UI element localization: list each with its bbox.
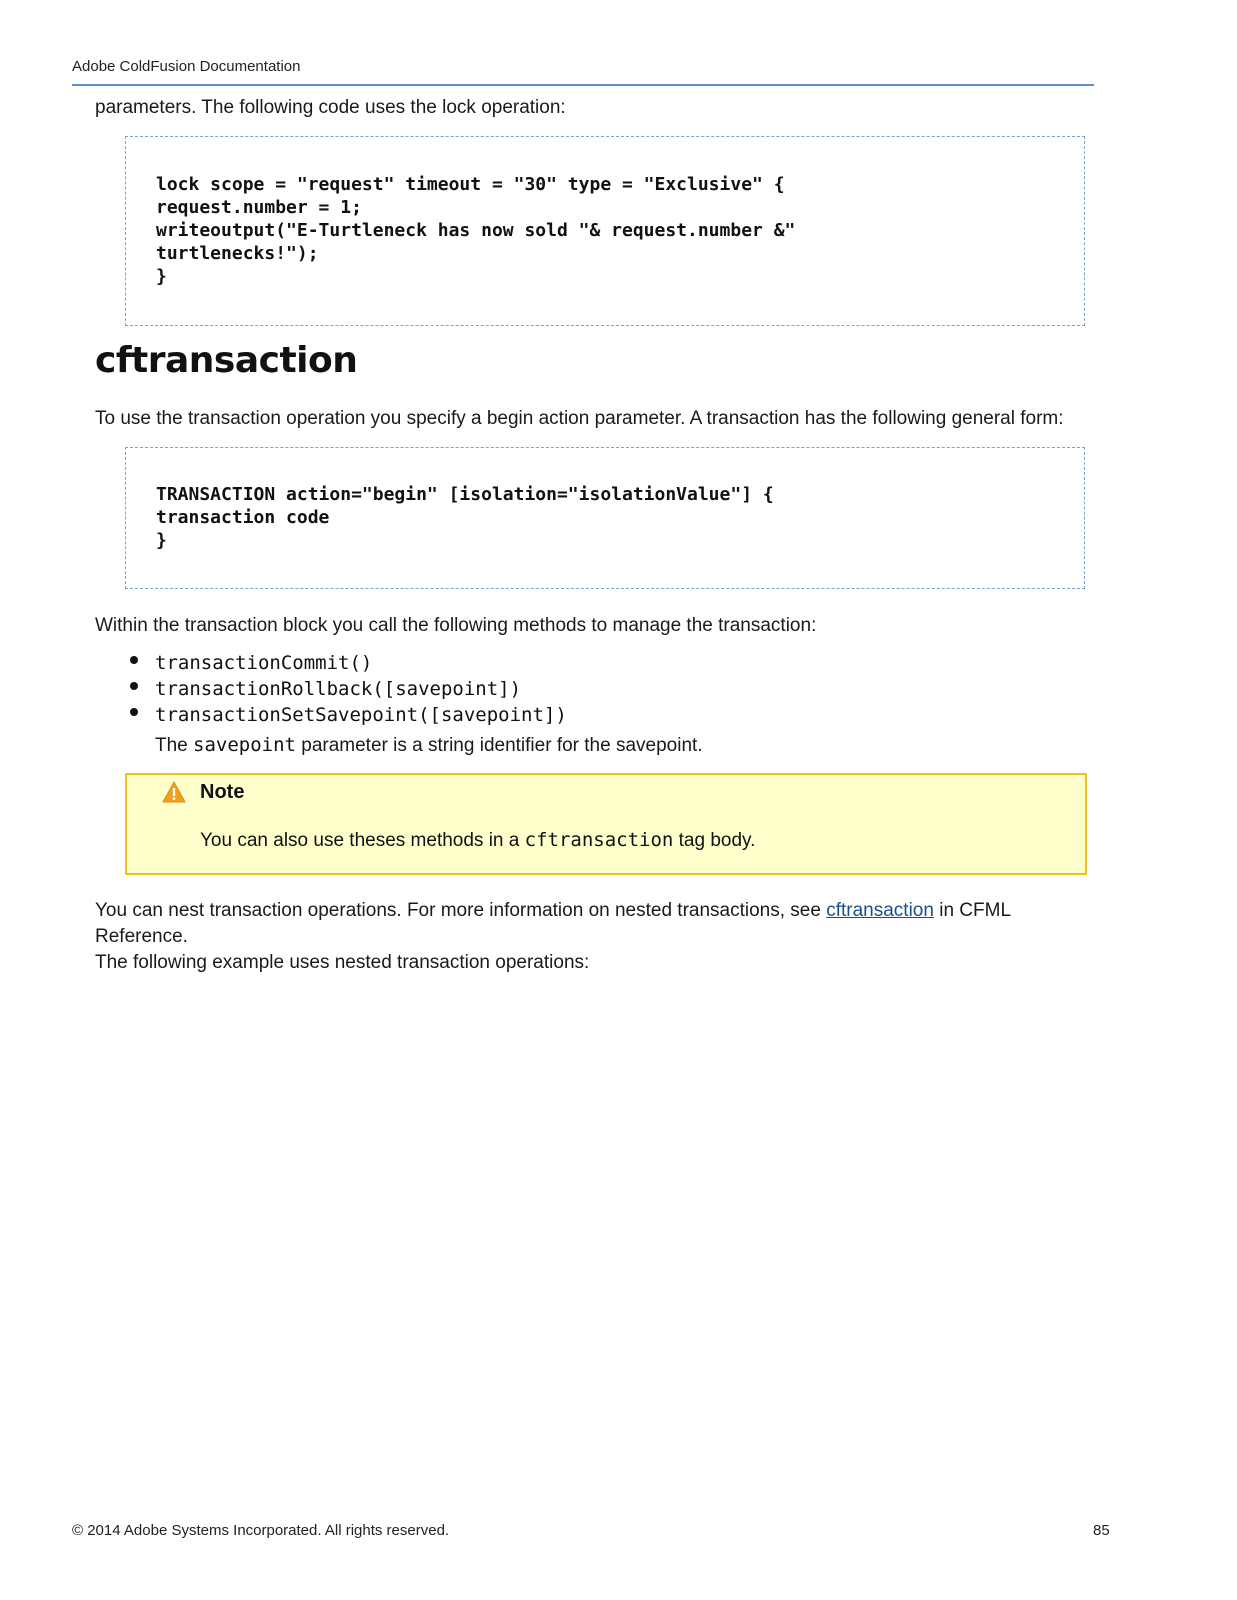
nested-line2: Reference. xyxy=(95,926,188,947)
code-line: request.number = 1; xyxy=(156,197,362,218)
lock-code-block xyxy=(125,136,1085,326)
code-line: lock scope = "request" timeout = "30" type = "Exclusive" { xyxy=(156,174,785,195)
cftransaction-link[interactable]: cftransaction xyxy=(826,900,934,921)
nested-paragraph xyxy=(95,898,1011,976)
transaction-code-block xyxy=(125,447,1085,589)
section-intro: To use the transaction operation you specify a begin action parameter. A transaction has the following general form: xyxy=(95,408,1064,429)
methods-list xyxy=(130,652,567,730)
footer-copyright: © 2014 Adobe Systems Incorporated. All rights reserved. xyxy=(72,1522,450,1539)
savepoint-code: savepoint xyxy=(193,734,296,756)
method-name: transactionRollback([savepoint]) xyxy=(155,678,522,700)
note-prefix: You can also use theses methods in a xyxy=(200,830,525,851)
intro-paragraph: parameters. The following code uses the lock operation: xyxy=(95,97,566,118)
code-line: transaction code xyxy=(156,507,330,528)
bullet-icon xyxy=(130,708,138,716)
nested-line3: The following example uses nested transaction operations: xyxy=(95,952,590,973)
code-line: } xyxy=(156,266,167,287)
savepoint-description xyxy=(155,732,703,759)
method-name: transactionCommit() xyxy=(155,652,373,674)
bullet-icon xyxy=(130,656,138,664)
bullet-icon xyxy=(130,682,138,690)
note-title: Note xyxy=(200,781,245,803)
note-code: cftransaction xyxy=(524,829,674,851)
code-line: writeoutput("E-Turtleneck has now sold "& request.number &" xyxy=(156,220,796,241)
note-callout xyxy=(125,773,1087,875)
list-item xyxy=(130,678,567,704)
savepoint-suffix: parameter is a string identifier for the savepoint. xyxy=(295,735,703,756)
note-suffix: tag body. xyxy=(673,830,756,851)
page-header-title: Adobe ColdFusion Documentation xyxy=(72,58,301,75)
nested-prefix: You can nest transaction operations. For more information on nested transactions, see xyxy=(95,900,827,921)
header-divider xyxy=(72,84,1094,86)
list-item xyxy=(130,704,567,730)
savepoint-prefix: The xyxy=(155,735,194,756)
methods-intro: Within the transaction block you call the following methods to manage the transaction: xyxy=(95,615,817,636)
section-heading: cftransaction xyxy=(95,340,358,381)
list-item xyxy=(130,652,567,678)
note-body xyxy=(200,829,755,852)
code-line: turtlenecks!"); xyxy=(156,243,319,264)
lock-code-text xyxy=(156,173,795,288)
method-name: transactionSetSavepoint([savepoint]) xyxy=(155,704,567,726)
code-line: } xyxy=(156,530,167,551)
code-line: TRANSACTION action="begin" [isolation="isolationValue"] { xyxy=(156,484,774,505)
warning-icon xyxy=(162,781,186,803)
nested-suffix: in CFML xyxy=(933,900,1012,921)
page-number: 85 xyxy=(1093,1522,1110,1539)
transaction-code-text xyxy=(156,483,774,552)
